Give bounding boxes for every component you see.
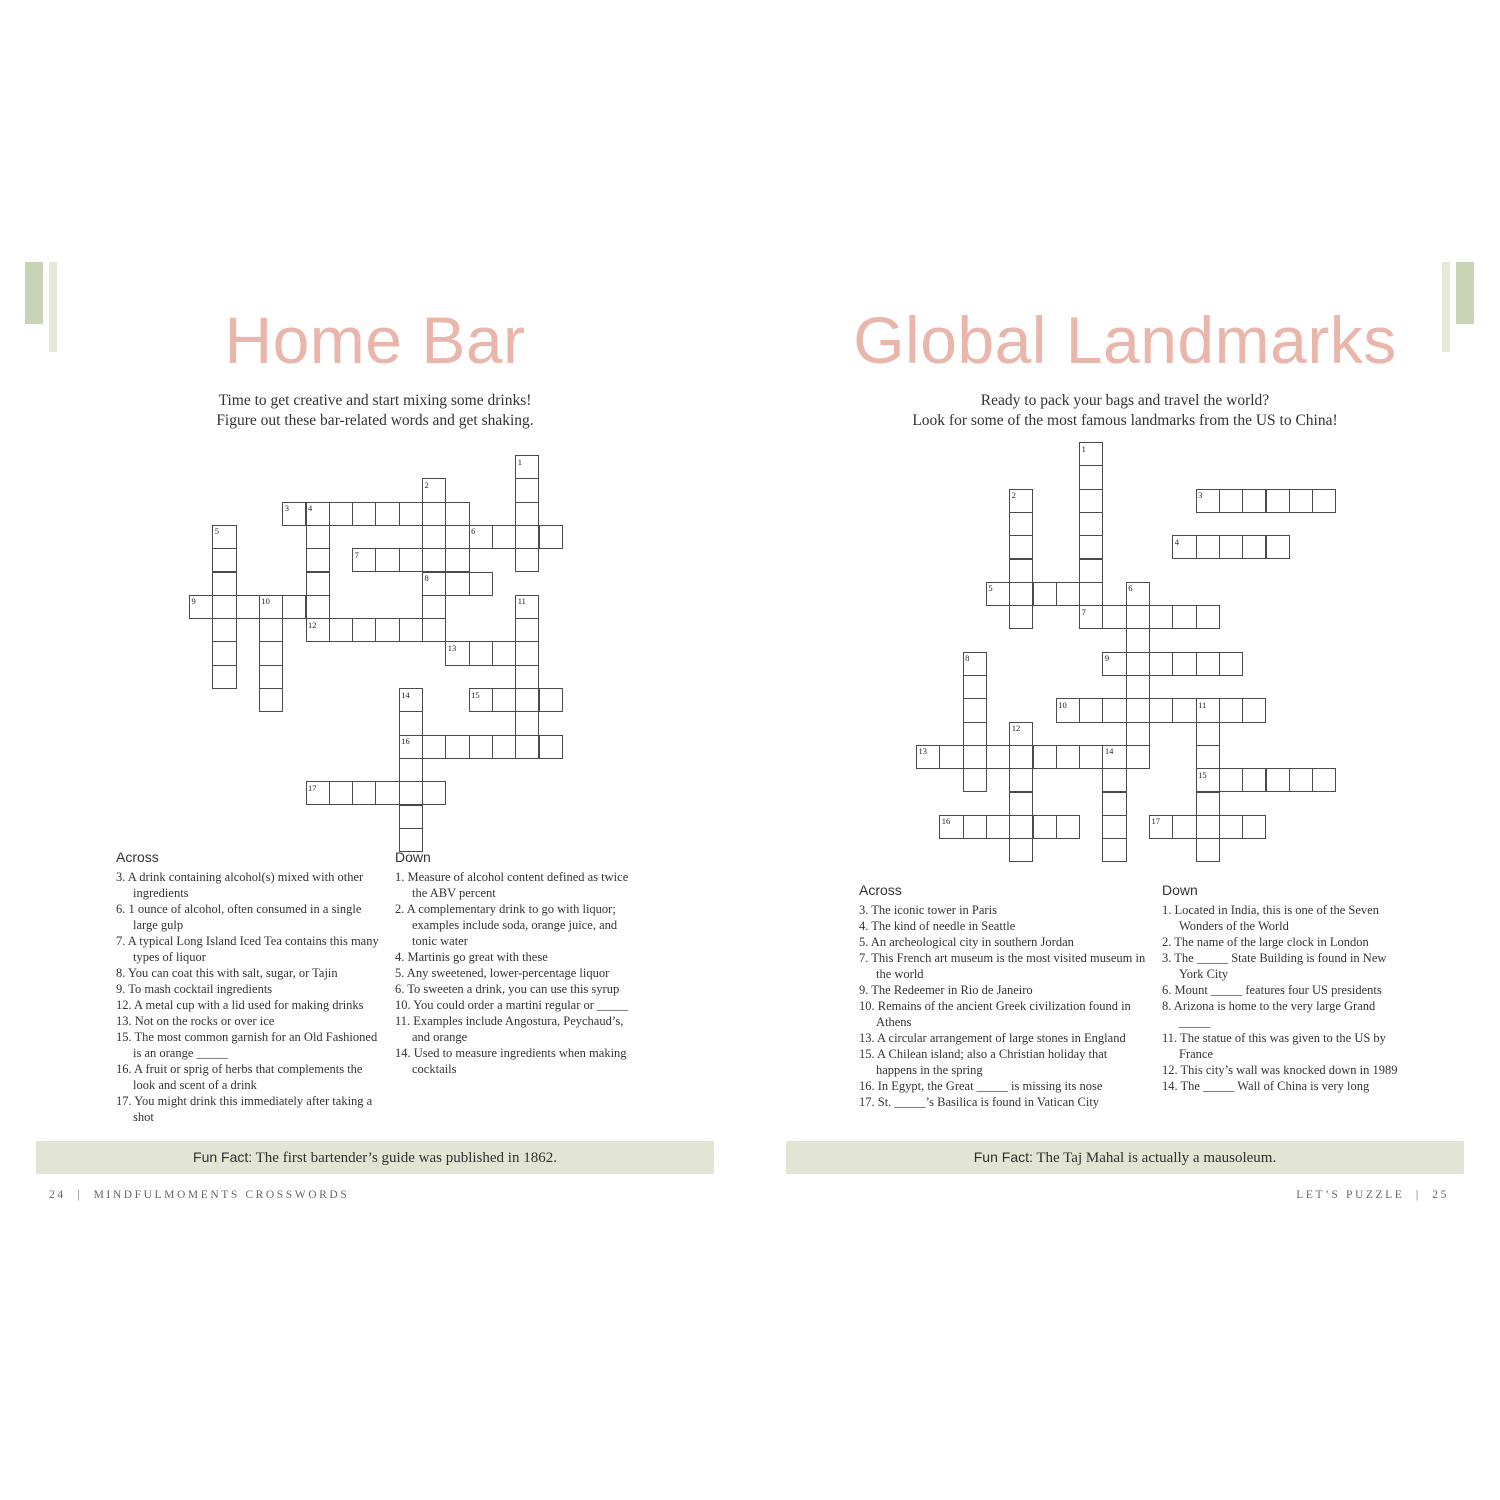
fun-fact-text: The Taj Mahal is actually a mausoleum.	[1032, 1150, 1277, 1166]
fun-fact-label: Fun Fact:	[193, 1149, 253, 1165]
crossword-cell[interactable]	[1219, 698, 1243, 722]
crossword-cell[interactable]	[306, 595, 330, 619]
clue-item: 10. You could order a martini regular or _____	[395, 998, 629, 1012]
crossword-cell[interactable]	[1126, 652, 1150, 676]
crossword-cell[interactable]	[1009, 512, 1033, 536]
crossword-cell[interactable]	[306, 502, 330, 526]
clue-number: 12	[1011, 723, 1021, 734]
clue-item: 16. A fruit or sprig of herbs that complements the look and scent of a drink	[116, 1062, 363, 1092]
crossword-cell[interactable]	[212, 595, 236, 619]
crossword-cell[interactable]	[1009, 605, 1033, 629]
crossword-cell[interactable]	[1126, 628, 1150, 652]
clue-number: 17	[308, 782, 317, 793]
clue-item: 6. To sweeten a drink, you can use this syrup	[395, 982, 620, 996]
clue-number: 9	[1104, 653, 1110, 664]
clue-number: 13	[918, 746, 927, 757]
crossword-cell[interactable]	[986, 815, 1010, 839]
crossword-cell[interactable]	[1289, 489, 1313, 513]
crossword-cell[interactable]	[1242, 535, 1266, 559]
clue-item: 5. Any sweetened, lower-percentage liquor	[395, 966, 610, 980]
crossword-cell[interactable]	[352, 781, 376, 805]
fun-fact-text: The first bartender’s guide was published in 1862.	[252, 1150, 557, 1166]
clue-item: 6. Mount _____ features four US presidents	[1162, 983, 1382, 997]
crossword-cell[interactable]	[963, 815, 987, 839]
crossword-cell[interactable]	[422, 478, 446, 502]
crossword-cell[interactable]	[1196, 652, 1220, 676]
crossword-cell[interactable]	[1079, 535, 1103, 559]
crossword-cell[interactable]	[939, 815, 963, 839]
clue-number: 3	[1198, 490, 1203, 501]
fun-fact	[36, 1141, 714, 1174]
crossword-cell[interactable]	[469, 688, 493, 712]
page-footer	[1296, 1189, 1449, 1201]
intro-line: Look for some of the most famous landmarks from the US to China!	[912, 412, 1338, 429]
clue-number: 5	[214, 526, 220, 537]
crossword-cell[interactable]	[1172, 535, 1196, 559]
crossword-cell[interactable]	[375, 781, 399, 805]
crossword-cell[interactable]	[539, 735, 563, 759]
clue-item: 3. The iconic tower in Paris	[859, 903, 997, 917]
crossword-cell[interactable]	[1219, 535, 1243, 559]
crossword-cell[interactable]	[259, 688, 283, 712]
section-title: LET’S PUZZLE	[1296, 1189, 1405, 1201]
clue-item: 12. A metal cup with a lid used for making drinks	[116, 998, 364, 1012]
crossword-cell[interactable]	[212, 572, 236, 596]
crossword-cell[interactable]	[515, 548, 539, 572]
page-footer	[49, 1189, 349, 1201]
crossword-cell[interactable]	[1196, 792, 1220, 816]
crossword-cell[interactable]	[1009, 489, 1033, 513]
crossword-cell[interactable]	[1149, 652, 1173, 676]
down-heading: Down	[395, 849, 431, 865]
clue-number: 10	[261, 596, 270, 607]
clue-number: 11	[517, 596, 526, 607]
clue-item: 2. The name of the large clock in London	[1162, 935, 1369, 949]
crossword-cell[interactable]	[469, 735, 493, 759]
crossword-cell[interactable]	[492, 688, 516, 712]
crossword-cell[interactable]	[515, 525, 539, 549]
clue-item: 9. The Redeemer in Rio de Janeiro	[859, 983, 1033, 997]
crossword-cell[interactable]	[1172, 605, 1196, 629]
crossword-cell[interactable]	[1126, 722, 1150, 746]
crossword-cell[interactable]	[1009, 722, 1033, 746]
crossword-cell[interactable]	[1126, 698, 1150, 722]
crossword-cell[interactable]	[212, 525, 236, 549]
crossword-cell[interactable]	[329, 502, 353, 526]
crossword-cell[interactable]	[963, 722, 987, 746]
clue-item: 3. A drink containing alcohol(s) mixed with other ingredients	[116, 870, 364, 900]
crossword-cell[interactable]	[306, 572, 330, 596]
crossword-cell[interactable]	[515, 665, 539, 689]
clue-number: 8	[424, 573, 429, 583]
clue-number: 6	[1128, 583, 1133, 594]
crossword-cell[interactable]	[1149, 698, 1173, 722]
clue-number: 12	[308, 619, 317, 630]
crossword-cell[interactable]	[259, 665, 283, 689]
clue-item: 6. 1 ounce of alcohol, often consumed in a single large gulp	[116, 902, 362, 932]
clue-number: 5	[988, 583, 993, 594]
crossword-cell[interactable]	[1056, 745, 1080, 769]
clue-item: 4. The kind of needle in Seattle	[859, 919, 1016, 933]
crossword-cell[interactable]	[306, 548, 330, 572]
crossword-cell[interactable]	[1242, 489, 1266, 513]
clue-number: 4	[308, 503, 313, 514]
crossword-cell[interactable]	[515, 735, 539, 759]
clue-number: 16	[941, 816, 951, 827]
clue-item: 1. Measure of alcohol content defined as twice the ABV percent	[395, 870, 629, 900]
footer-separator: |	[77, 1189, 83, 1201]
crossword-cell[interactable]	[515, 478, 539, 502]
crossword-cell[interactable]	[916, 745, 940, 769]
clue-number: 17	[1151, 816, 1160, 827]
clue-item: 9. To mash cocktail ingredients	[116, 982, 273, 996]
page-title: Global Landmarks	[853, 303, 1397, 377]
clue-number: 2	[1011, 490, 1016, 501]
clue-item: 16. In Egypt, the Great _____ is missing its nose	[859, 1079, 1103, 1093]
crossword-cell[interactable]	[963, 675, 987, 699]
crossword-cell[interactable]	[1009, 582, 1033, 606]
clue-number: 15	[1198, 769, 1207, 780]
crossword-cell[interactable]	[1079, 698, 1103, 722]
clue-number: 6	[471, 526, 476, 537]
crossword-cell[interactable]	[445, 502, 469, 526]
crossword-cell[interactable]	[1219, 652, 1243, 676]
crossword-cell[interactable]	[515, 711, 539, 735]
crossword-cell[interactable]	[445, 548, 469, 572]
crossword-cell[interactable]	[539, 688, 563, 712]
crossword-cell[interactable]	[1102, 745, 1126, 769]
crossword-cell[interactable]	[963, 652, 987, 676]
crossword-cell[interactable]	[1312, 489, 1336, 513]
across-heading: Across	[859, 882, 902, 898]
crossword-cell[interactable]	[1149, 815, 1173, 839]
crossword-cell[interactable]	[329, 781, 353, 805]
crossword-cell[interactable]	[1126, 675, 1150, 699]
crossword-cell[interactable]	[1196, 489, 1220, 513]
crossword-cell[interactable]	[1196, 698, 1220, 722]
clue-number: 9	[191, 596, 196, 607]
crossword-cell[interactable]	[469, 641, 493, 665]
crossword-cell[interactable]	[1102, 652, 1126, 676]
crossword-cell[interactable]	[1079, 442, 1103, 466]
crossword-cell[interactable]	[445, 735, 469, 759]
crossword-cell[interactable]	[515, 595, 539, 619]
crossword-cell[interactable]	[1033, 745, 1057, 769]
fun-fact	[786, 1141, 1464, 1174]
crossword-cell[interactable]	[1102, 605, 1126, 629]
crossword-cell[interactable]	[1266, 489, 1290, 513]
crossword-cell[interactable]	[1079, 489, 1103, 513]
crossword-cell[interactable]	[1126, 745, 1150, 769]
clue-item: 3. The _____ State Building is found in New York City	[1162, 951, 1387, 981]
crossword-cell[interactable]	[445, 641, 469, 665]
footer-separator: |	[1415, 1189, 1421, 1201]
crossword-cell[interactable]	[1196, 768, 1220, 792]
down-clues	[395, 849, 640, 1077]
crossword-cell[interactable]	[1079, 465, 1103, 489]
crossword-cell[interactable]	[1196, 838, 1220, 862]
crossword-cell[interactable]	[1126, 582, 1150, 606]
crossword-cell[interactable]	[189, 595, 213, 619]
crossword-cell[interactable]	[515, 502, 539, 526]
intro-line: Ready to pack your bags and travel the world?	[980, 392, 1270, 409]
crossword-cell[interactable]	[1242, 698, 1266, 722]
crossword-cell[interactable]	[422, 595, 446, 619]
crossword-cell[interactable]	[1033, 815, 1057, 839]
crossword-cell[interactable]	[1172, 815, 1196, 839]
crossword-cell[interactable]	[399, 758, 423, 782]
crossword-cell[interactable]	[963, 745, 987, 769]
crossword-cell[interactable]	[1196, 722, 1220, 746]
down-heading: Down	[1162, 882, 1198, 898]
crossword-cell[interactable]	[1289, 768, 1313, 792]
crossword-cell[interactable]	[259, 618, 283, 642]
clue-number: 16	[401, 736, 410, 747]
crossword-cell[interactable]	[399, 502, 423, 526]
clue-number: 1	[517, 456, 522, 467]
clue-item: 5. An archeological city in southern Jordan	[859, 935, 1074, 949]
crossword-cell[interactable]	[352, 548, 376, 572]
crossword-cell[interactable]	[399, 548, 423, 572]
clue-item: 15. The most common garnish for an Old Fashioned is an orange _____	[116, 1030, 378, 1060]
clue-item: 4. Martinis go great with these	[395, 950, 548, 964]
clue-number: 4	[1174, 536, 1180, 547]
crossword-cell[interactable]	[1172, 652, 1196, 676]
right-page	[750, 0, 1500, 1500]
crossword-cell[interactable]	[399, 688, 423, 712]
crossword-cell[interactable]	[236, 595, 260, 619]
fun-fact-label: Fun Fact:	[973, 1149, 1033, 1165]
crossword-cell[interactable]	[352, 618, 376, 642]
crossword-cell[interactable]	[422, 572, 446, 596]
crossword-cell[interactable]	[1102, 768, 1126, 792]
crossword-cell[interactable]	[1312, 768, 1336, 792]
crossword-cell[interactable]	[986, 582, 1010, 606]
crossword-cell[interactable]	[1219, 815, 1243, 839]
clue-number: 2	[424, 479, 429, 490]
clue-number: 7	[354, 549, 359, 560]
crossword-cell[interactable]	[282, 502, 306, 526]
crossword-cell[interactable]	[963, 768, 987, 792]
crossword-cell[interactable]	[1033, 582, 1057, 606]
crossword-cell[interactable]	[1242, 768, 1266, 792]
crossword-cell[interactable]	[1196, 535, 1220, 559]
clue-item: 15. A Chilean island; also a Christian holiday that happens in the spring	[859, 1047, 1108, 1077]
clue-item: 11. Examples include Angostura, Peychaud’s, and orange	[395, 1014, 624, 1044]
crossword-cell[interactable]	[1056, 582, 1080, 606]
page-number: 24	[49, 1189, 66, 1201]
crossword-cell[interactable]	[492, 735, 516, 759]
clue-item: 7. This French art museum is the most visited museum in the world	[859, 951, 1146, 981]
crossword-cell[interactable]	[1126, 605, 1150, 629]
crossword-cell[interactable]	[1242, 815, 1266, 839]
clue-number: 14	[401, 689, 410, 700]
crossword-cell[interactable]	[375, 618, 399, 642]
clue-item: 17. You might drink this immediately after taking a shot	[116, 1094, 373, 1124]
clue-item: 7. A typical Long Island Iced Tea contains this many types of liquor	[116, 934, 379, 964]
crossword-cell[interactable]	[1102, 838, 1126, 862]
crossword-cell[interactable]	[1149, 605, 1173, 629]
crossword-cell[interactable]	[375, 502, 399, 526]
crossword-cell[interactable]	[1196, 815, 1220, 839]
crossword-cell[interactable]	[375, 548, 399, 572]
clue-number: 1	[1081, 443, 1086, 454]
clue-item: 14. The _____ Wall of China is very long	[1162, 1079, 1370, 1093]
clue-number: 13	[447, 642, 457, 653]
clue-item: 13. A circular arrangement of large stones in England	[859, 1031, 1126, 1045]
page-number: 25	[1432, 1189, 1449, 1201]
crossword-cell[interactable]	[399, 618, 423, 642]
clue-item: 11. The statue of this was given to the US by France	[1162, 1031, 1386, 1061]
crossword-cell[interactable]	[1056, 815, 1080, 839]
clue-item: 17. St. _____’s Basilica is found in Vatican City	[859, 1095, 1100, 1109]
crossword-cell[interactable]	[963, 698, 987, 722]
clue-item: 8. Arizona is home to the very large Grand _____	[1162, 999, 1376, 1029]
crossword-grid[interactable]	[0, 0, 750, 900]
crossword-cell[interactable]	[986, 745, 1010, 769]
crossword-cell[interactable]	[212, 618, 236, 642]
crossword-cell[interactable]	[329, 618, 353, 642]
crossword-cell[interactable]	[1102, 698, 1126, 722]
crossword-cell[interactable]	[515, 688, 539, 712]
crossword-cell[interactable]	[469, 572, 493, 596]
clue-item: 1. Located in India, this is one of the Seven Wonders of the World	[1162, 903, 1379, 933]
crossword-cell[interactable]	[259, 595, 283, 619]
crossword-cell[interactable]	[399, 711, 423, 735]
crossword-cell[interactable]	[492, 641, 516, 665]
crossword-cell[interactable]	[259, 641, 283, 665]
crossword-cell[interactable]	[445, 572, 469, 596]
crossword-cell[interactable]	[422, 618, 446, 642]
book-title: MINDFULMOMENTS CROSSWORDS	[93, 1189, 350, 1201]
crossword-cell[interactable]	[1079, 559, 1103, 583]
clue-item: 13. Not on the rocks or over ice	[116, 1014, 275, 1028]
crossword-cell[interactable]	[212, 641, 236, 665]
crossword-cell[interactable]	[515, 641, 539, 665]
across-heading: Across	[116, 849, 159, 865]
crossword-cell[interactable]	[306, 618, 330, 642]
crossword-cell[interactable]	[399, 805, 423, 829]
crossword-cell[interactable]	[422, 735, 446, 759]
crossword-cell[interactable]	[1172, 698, 1196, 722]
crossword-cell[interactable]	[1266, 535, 1290, 559]
crossword-cell[interactable]	[399, 735, 423, 759]
clue-number: 8	[965, 653, 970, 664]
crossword-cell[interactable]	[282, 595, 306, 619]
clue-item: 10. Remains of the ancient Greek civilization found in Athens	[859, 999, 1131, 1029]
crossword-cell[interactable]	[422, 502, 446, 526]
crossword-cell[interactable]	[1009, 815, 1033, 839]
crossword-grid[interactable]	[750, 0, 1500, 900]
crossword-cell[interactable]	[212, 665, 236, 689]
crossword-cell[interactable]	[1009, 745, 1033, 769]
crossword-cell[interactable]	[1266, 768, 1290, 792]
crossword-cell[interactable]	[1079, 512, 1103, 536]
crossword-cell[interactable]	[1079, 582, 1103, 606]
crossword-cell[interactable]	[1009, 535, 1033, 559]
crossword-cell[interactable]	[1102, 815, 1126, 839]
crossword-cell[interactable]	[469, 525, 493, 549]
crossword-cell[interactable]	[422, 781, 446, 805]
crossword-cell[interactable]	[1102, 792, 1126, 816]
page-title: Home Bar	[224, 303, 526, 377]
crossword-cell[interactable]	[1196, 605, 1220, 629]
clue-item: 12. This city’s wall was knocked down in 1989	[1162, 1063, 1398, 1077]
crossword-cell[interactable]	[492, 525, 516, 549]
crossword-cell[interactable]	[422, 525, 446, 549]
clue-item: 2. A complementary drink to go with liquor; examples include soda, orange juice, and tonic water	[395, 902, 618, 948]
crossword-cell[interactable]	[515, 618, 539, 642]
across-clues	[116, 849, 381, 1125]
crossword-cell[interactable]	[1196, 745, 1220, 769]
crossword-cell[interactable]	[306, 525, 330, 549]
crossword-cell[interactable]	[1056, 698, 1080, 722]
crossword-cell[interactable]	[399, 781, 423, 805]
clue-number: 11	[1198, 699, 1207, 710]
crossword-cell[interactable]	[1219, 489, 1243, 513]
crossword-cell[interactable]	[1009, 768, 1033, 792]
clue-number: 7	[1081, 606, 1086, 617]
crossword-cell[interactable]	[939, 745, 963, 769]
clue-item: 14. Used to measure ingredients when making cocktails	[395, 1046, 627, 1076]
intro-line: Figure out these bar-related words and get shaking.	[216, 412, 534, 429]
crossword-cell[interactable]	[1079, 605, 1103, 629]
crossword-cell[interactable]	[306, 781, 330, 805]
clue-number: 3	[284, 503, 289, 514]
clue-number: 10	[1058, 699, 1067, 710]
intro-line: Time to get creative and start mixing some drinks!	[218, 392, 532, 409]
across-clues	[859, 882, 1149, 1110]
crossword-cell[interactable]	[515, 455, 539, 479]
crossword-cell[interactable]	[1079, 745, 1103, 769]
crossword-cell[interactable]	[1009, 559, 1033, 583]
clue-item: 8. You can coat this with salt, sugar, or Tajin	[116, 966, 338, 980]
clue-number: 15	[471, 689, 480, 700]
down-clues	[1162, 882, 1407, 1094]
clue-number: 14	[1104, 746, 1114, 757]
crossword-cell[interactable]	[212, 548, 236, 572]
crossword-cell[interactable]	[1009, 838, 1033, 862]
crossword-cell[interactable]	[352, 502, 376, 526]
crossword-cell[interactable]	[1009, 792, 1033, 816]
crossword-cell[interactable]	[1219, 768, 1243, 792]
crossword-cell[interactable]	[422, 548, 446, 572]
crossword-cell[interactable]	[539, 525, 563, 549]
